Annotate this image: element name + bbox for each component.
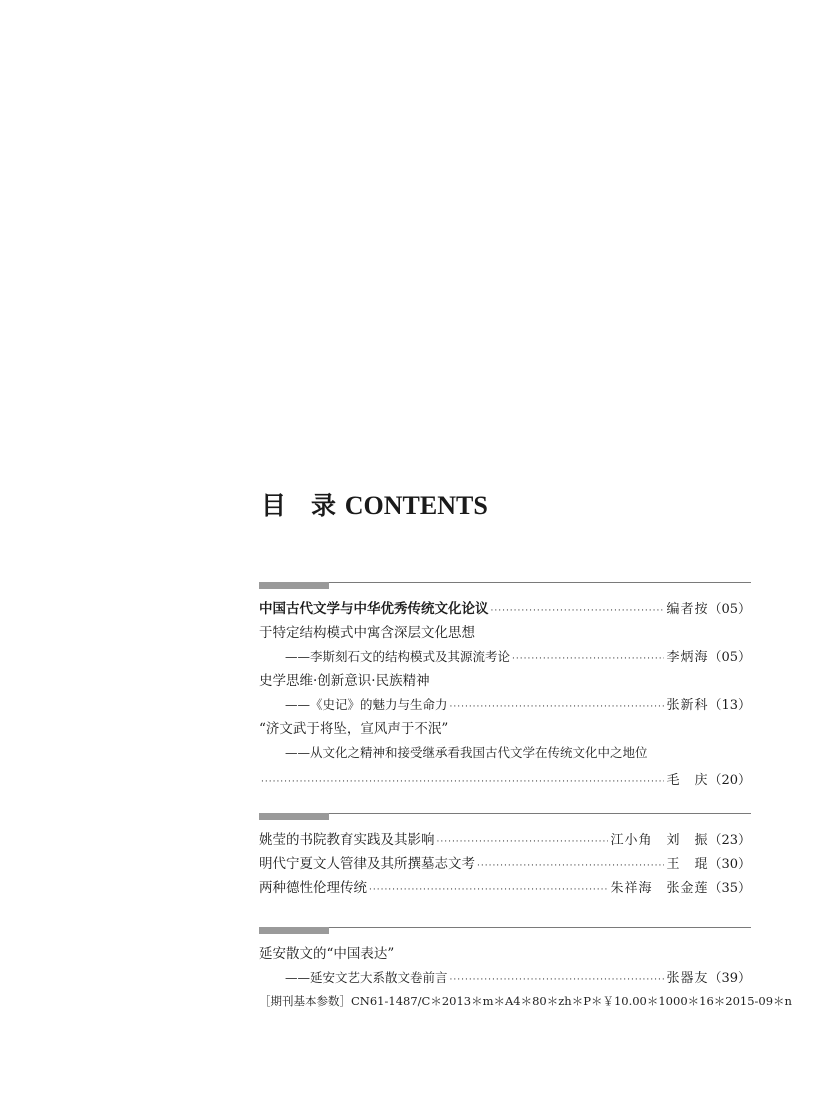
entry-page: （05）: [708, 602, 751, 617]
section-divider: [259, 582, 751, 589]
entry-title: 姚莹的书院教育实践及其影响: [259, 832, 435, 848]
toc-section-2: [259, 813, 751, 900]
entry-page: （23）: [708, 833, 751, 848]
entry-title: 两种德性伦理传统: [259, 880, 367, 896]
entry-subtitle: ——李斯刻石文的结构模式及其源流考论: [285, 649, 511, 664]
entry-title: “济文武于将坠，宣风声于不泯”: [259, 721, 449, 737]
toc-entry[interactable]: [259, 621, 751, 645]
entry-author: 编者按: [666, 602, 709, 617]
toc-entry[interactable]: [259, 769, 751, 793]
entry-title: 中国古代文学与中华优秀传统文化论议: [259, 601, 489, 617]
entry-author: 王 琨: [666, 857, 709, 872]
page-title-cn: 目 录: [261, 491, 337, 520]
entry-title: 史学思维·创新意识·民族精神: [259, 673, 430, 689]
entry-author: 张器友: [666, 971, 709, 986]
toc-section-3: [259, 927, 751, 990]
entry-author: 李炳海: [666, 650, 709, 665]
entry-page: （35）: [708, 881, 751, 896]
entry-page: （20）: [708, 773, 751, 788]
entry-page: （39）: [708, 971, 751, 986]
entry-author: 江小角 刘 振: [610, 833, 709, 848]
leader-dots: [369, 878, 608, 902]
toc-entry[interactable]: [259, 828, 751, 852]
entry-title: 明代宁夏文人管律及其所撰墓志文考: [259, 856, 475, 872]
entry-title: 延安散文的“中国表达”: [259, 946, 395, 962]
leader-dots: [491, 599, 665, 623]
journal-params: ［期刊基本参数］CN61-1487/C＊2013＊m＊A4＊80＊zh＊P＊￥10.00＊1000＊16＊2015-09＊n: [259, 994, 792, 1008]
entry-author: 朱祥海 张金莲: [610, 881, 709, 896]
leader-dots: [477, 854, 664, 878]
entry-title: 于特定结构模式中寓含深层文化思想: [259, 625, 475, 641]
toc-entry[interactable]: [259, 942, 751, 966]
toc-entry[interactable]: [259, 852, 751, 876]
toc-entry[interactable]: [259, 741, 751, 765]
section-divider: [259, 813, 751, 820]
entry-page: （05）: [708, 650, 751, 665]
leader-dots: [512, 647, 664, 671]
leader-dots: [437, 830, 609, 854]
section-divider: [259, 927, 751, 934]
toc-entry[interactable]: [259, 693, 751, 717]
entry-page: （30）: [708, 857, 751, 872]
entry-page: （13）: [708, 698, 751, 713]
leader-dots: [450, 968, 665, 992]
toc-entry[interactable]: [259, 717, 751, 741]
entry-author: 张新科: [666, 698, 709, 713]
toc-entry[interactable]: [259, 597, 751, 621]
entry-subtitle: ——延安文艺大系散文卷前言: [285, 970, 448, 985]
toc-section-1: [259, 582, 751, 793]
entry-subtitle: ——从文化之精神和接受继承看我国古代文学在传统文化中之地位: [285, 745, 648, 760]
toc-entry[interactable]: [259, 645, 751, 669]
entry-author: 毛 庆: [666, 773, 709, 788]
page-title: [261, 486, 488, 522]
toc-entry[interactable]: [259, 876, 751, 900]
toc-entry[interactable]: [259, 966, 751, 990]
page-title-en: CONTENTS: [344, 491, 488, 520]
entry-subtitle: ——《史记》的魅力与生命力: [285, 697, 448, 712]
toc-entry[interactable]: [259, 669, 751, 693]
leader-dots: [261, 770, 664, 794]
leader-dots: [450, 695, 665, 719]
